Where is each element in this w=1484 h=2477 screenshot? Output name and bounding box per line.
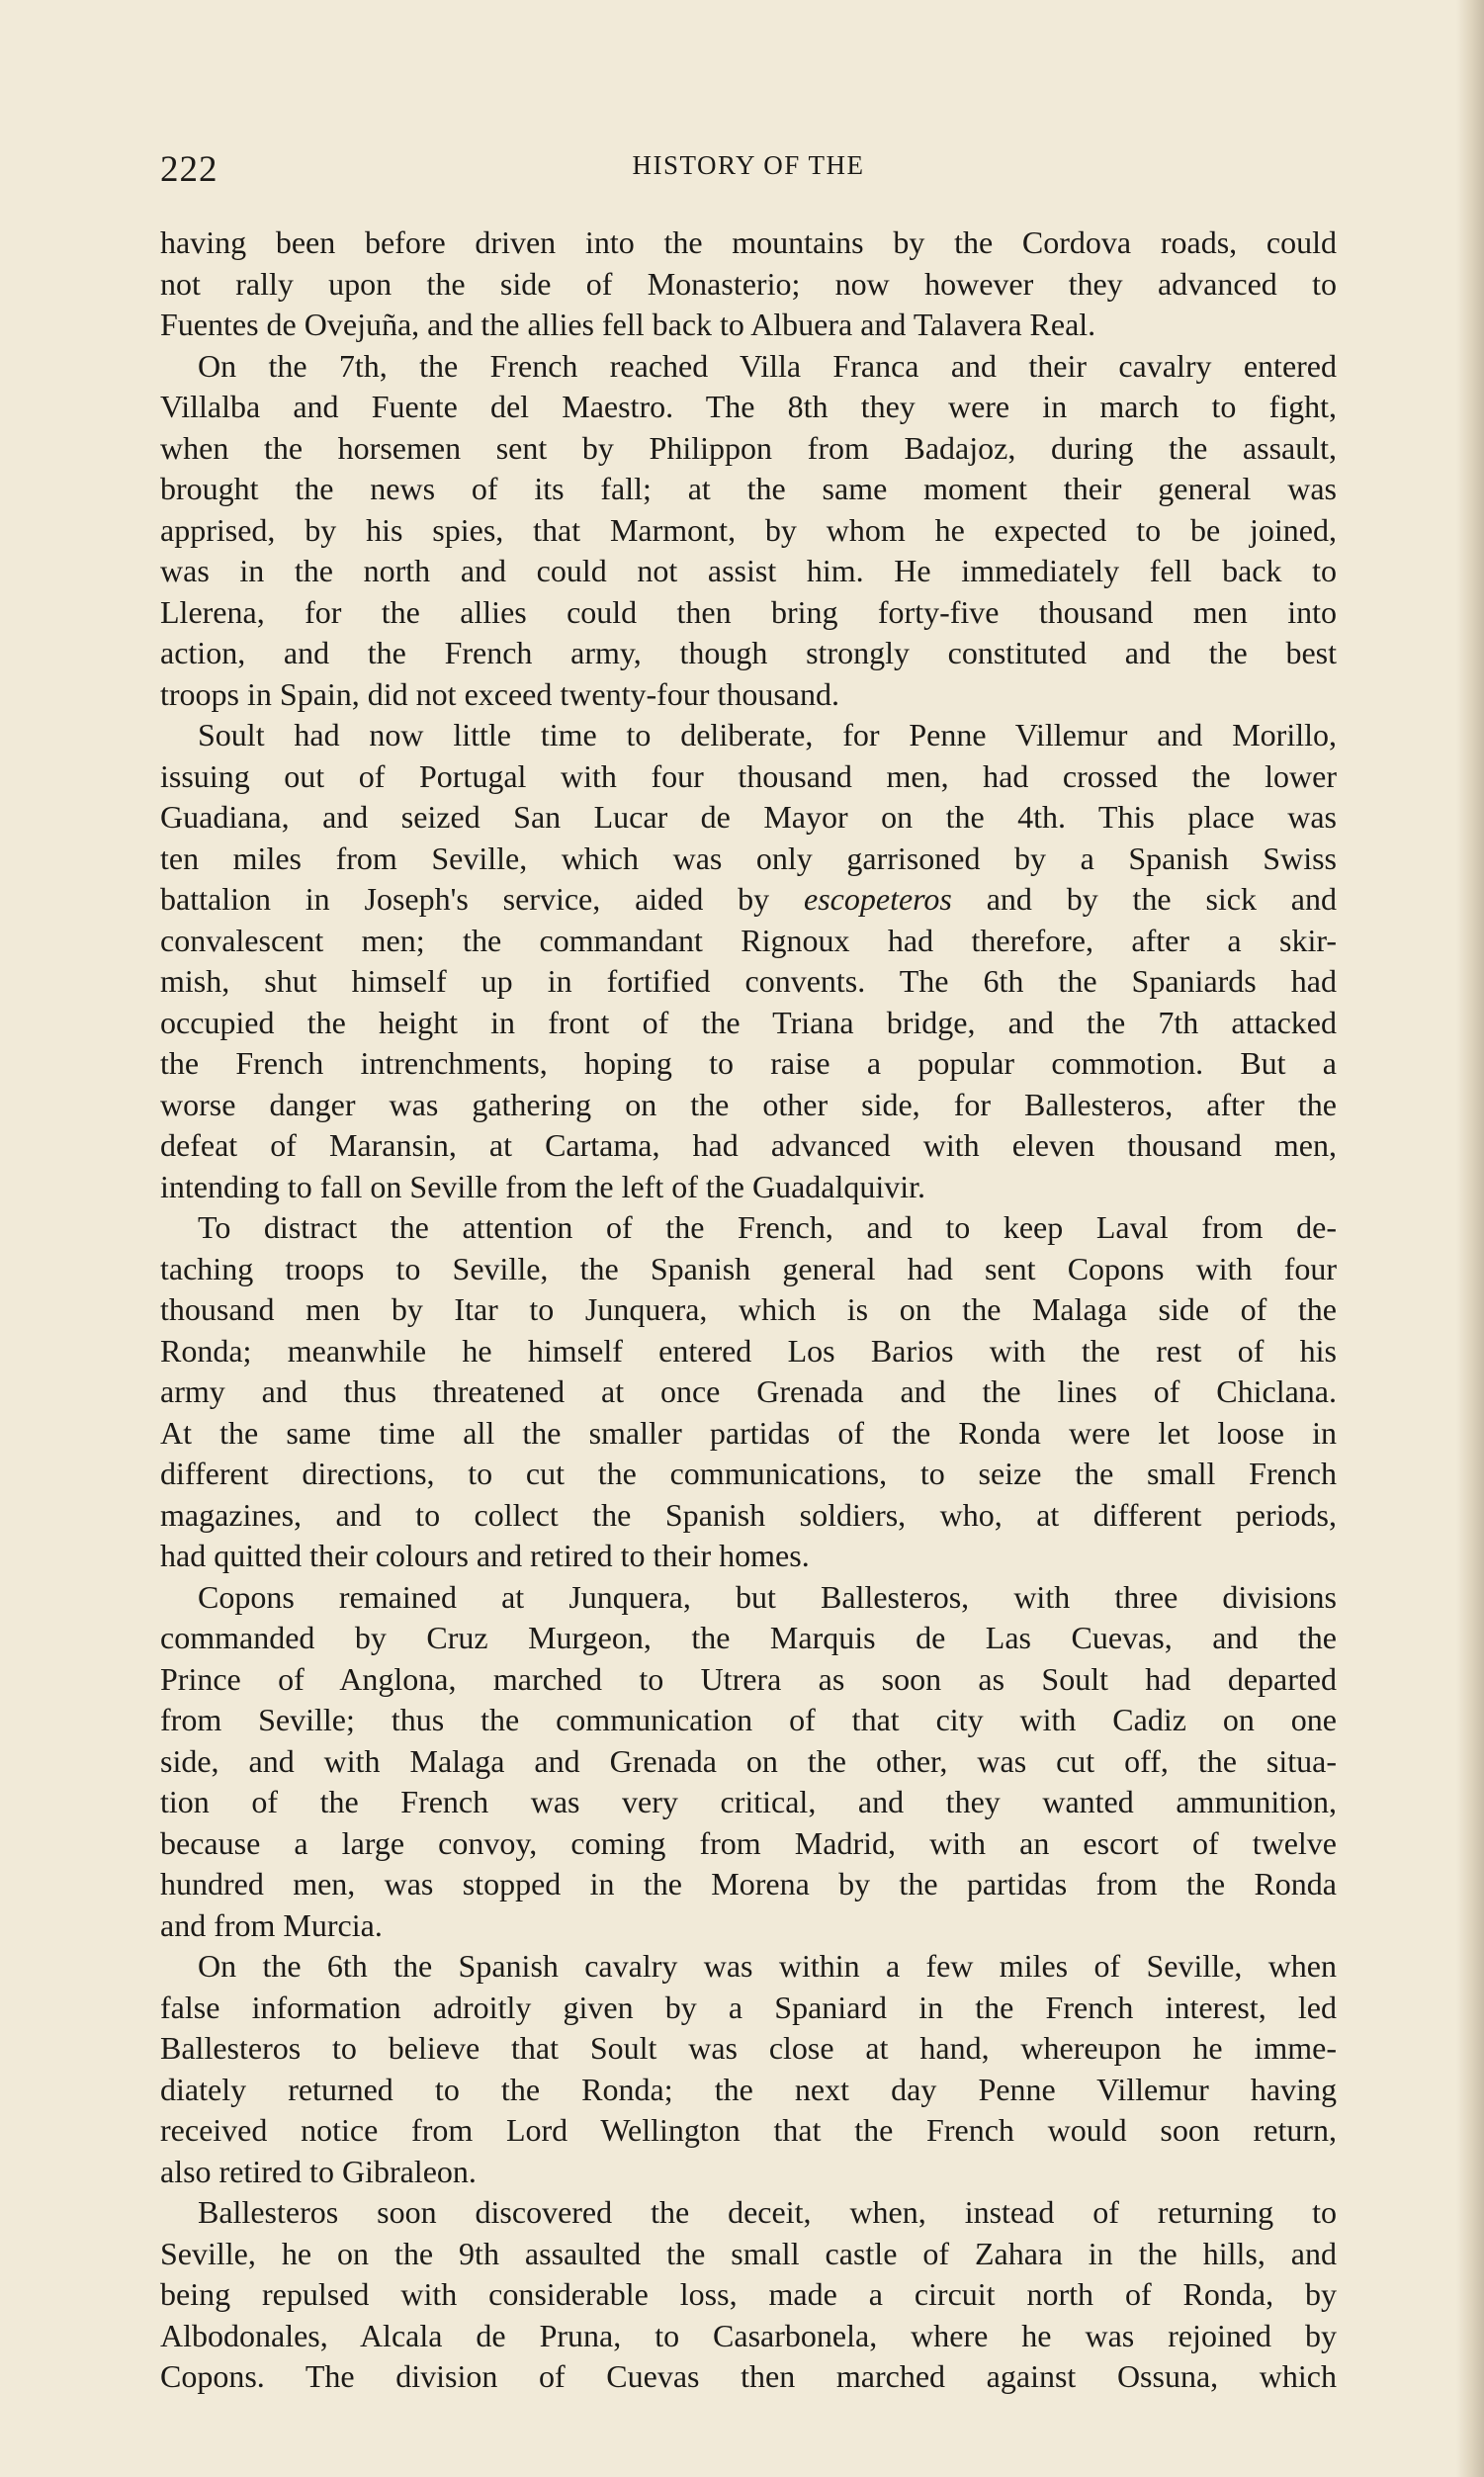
text-line: diately returned to the Ronda; the next day Penne Villemur having	[160, 2071, 1337, 2107]
italic-term: escopeteros	[804, 881, 952, 917]
text-line: troops in Spain, did not exceed twenty-four thousand.	[160, 675, 839, 712]
text-line: different directions, to cut the communications, to seize the small French	[160, 1456, 1337, 1491]
text-line: Seville, he on the 9th assaulted the small castle of Zahara in the hills, and	[160, 2235, 1337, 2271]
text-line: commanded by Cruz Murgeon, the Marquis de Las Cuevas, and the	[160, 1620, 1337, 1655]
text-line: action, and the French army, though strongly constituted and the best	[160, 635, 1337, 670]
text-line: Guadiana, and seized San Lucar de Mayor on the 4th. This place was	[160, 799, 1337, 835]
text-line: Albodonales, Alcala de Pruna, to Casarbonela, where he was rejoined by	[160, 2317, 1337, 2353]
text-line: On the 6th the Spanish cavalry was within a few miles of Seville, when	[198, 1948, 1337, 1984]
text-line: received notice from Lord Wellington that the French would soon return,	[160, 2112, 1337, 2148]
page-header	[160, 148, 1337, 198]
text-line: intending to fall on Seville from the left of the Guadalquivir.	[160, 1168, 926, 1204]
line-head: battalion in Joseph's service, aided by	[160, 881, 804, 917]
paragraph	[160, 715, 1337, 1207]
text-line: Fuentes de Ovejuña, and the allies fell back to Albuera and Talavera Real.	[160, 307, 1096, 342]
text-line: To distract the attention of the French, and to keep Laval from de-	[198, 1209, 1337, 1245]
text-line: Prince of Anglona, marched to Utrera as soon as Soult had departed	[160, 1660, 1337, 1697]
line-tail: and by the sick and	[951, 881, 1338, 917]
text-line: Copons. The division of Cuevas then marched against Ossuna, which	[160, 2358, 1337, 2394]
text-line: thousand men by Itar to Junquera, which is on the Malaga side of the	[160, 1291, 1337, 1327]
text-line: Ballesteros to believe that Soult was close at hand, whereupon he imme-	[160, 2030, 1337, 2066]
text-line: On the 7th, the French reached Villa Franca and their cavalry entered	[198, 347, 1337, 384]
text-line: hundred men, was stopped in the Morena by the partidas from the Ronda	[160, 1866, 1337, 1902]
text-line: Ronda; meanwhile he himself entered Los Barios with the rest of his	[160, 1332, 1337, 1369]
text-line: being repulsed with considerable loss, made a circuit north of Ronda, by	[160, 2276, 1337, 2312]
text-line: also retired to Gibraleon.	[160, 2153, 477, 2189]
text-line: side, and with Malaga and Grenada on the other, was cut off, the situa-	[160, 1742, 1337, 1779]
text-line: issuing out of Portugal with four thousand men, had crossed the lower	[160, 757, 1337, 794]
paragraph	[160, 222, 1337, 346]
running-head: HISTORY OF THE	[632, 150, 865, 180]
text-line: army and thus threatened at once Grenada and the lines of Chiclana.	[160, 1373, 1337, 1409]
paragraph	[160, 346, 1337, 716]
text-line: ten miles from Seville, which was only garrisoned by a Spanish Swiss	[160, 840, 1337, 876]
paragraph	[160, 2192, 1337, 2398]
text-line: tion of the French was very critical, and they wanted ammunition,	[160, 1784, 1337, 1819]
body-text	[160, 222, 1337, 2398]
text-line: At the same time all the smaller partidas of the Ronda were let loose in	[160, 1414, 1337, 1451]
text-line: Soult had now little time to deliberate, for Penne Villemur and Morillo,	[198, 717, 1337, 752]
text-line: when the horsemen sent by Philippon from Badajoz, during the assault,	[160, 429, 1337, 466]
page-number: 222	[160, 149, 218, 190]
text-line: convalescent men; the commandant Rignoux had therefore, after a skir-	[160, 922, 1337, 958]
text-line: mish, shut himself up in fortified convents. The 6th the Spaniards had	[160, 963, 1337, 999]
text-line: Llerena, for the allies could then bring forty-five thousand men into	[160, 593, 1337, 630]
text-line: from Seville; thus the communication of that city with Cadiz on one	[160, 1702, 1337, 1737]
text-line: defeat of Maransin, at Cartama, had advanced with eleven thousand men,	[160, 1127, 1337, 1163]
text-line: and from Murcia.	[160, 1906, 383, 1943]
text-line: the French intrenchments, hoping to raise a popular commotion. But a	[160, 1045, 1337, 1081]
text-line: occupied the height in front of the Triana bridge, and the 7th attacked	[160, 1004, 1337, 1040]
text-line-with-italic	[160, 879, 1337, 921]
text-line: false information adroitly given by a Spaniard in the French interest, led	[160, 1989, 1337, 2025]
text-line: Ballesteros soon discovered the deceit, when, instead of returning to	[198, 2194, 1337, 2230]
text-line: worse danger was gathering on the other side, for Ballesteros, after the	[160, 1086, 1337, 1122]
text-line: having been before driven into the mountains by the Cordova roads, could	[160, 224, 1337, 260]
text-line: had quitted their colours and retired to their homes.	[160, 1538, 810, 1573]
text-line: magazines, and to collect the Spanish soldiers, who, at different periods,	[160, 1496, 1337, 1533]
text-line: not rally upon the side of Monasterio; now however they advanced to	[160, 265, 1337, 302]
text-line: taching troops to Seville, the Spanish general had sent Copons with four	[160, 1250, 1337, 1286]
text-line: was in the north and could not assist him. He immediately fell back to	[160, 553, 1337, 588]
text-line: apprised, by his spies, that Marmont, by whom he expected to be joined,	[160, 511, 1337, 548]
text-line: Copons remained at Junquera, but Ballesteros, with three divisions	[198, 1578, 1337, 1615]
paragraph	[160, 1946, 1337, 2192]
text-line: Villalba and Fuente del Maestro. The 8th they were in march to fight,	[160, 389, 1337, 424]
page-edge-shadow	[1456, 0, 1484, 2477]
text-line: brought the news of its fall; at the same moment their general was	[160, 471, 1337, 506]
paragraph	[160, 1207, 1337, 1577]
paragraph	[160, 1577, 1337, 1947]
text-line: because a large convoy, coming from Madrid, with an escort of twelve	[160, 1824, 1337, 1861]
